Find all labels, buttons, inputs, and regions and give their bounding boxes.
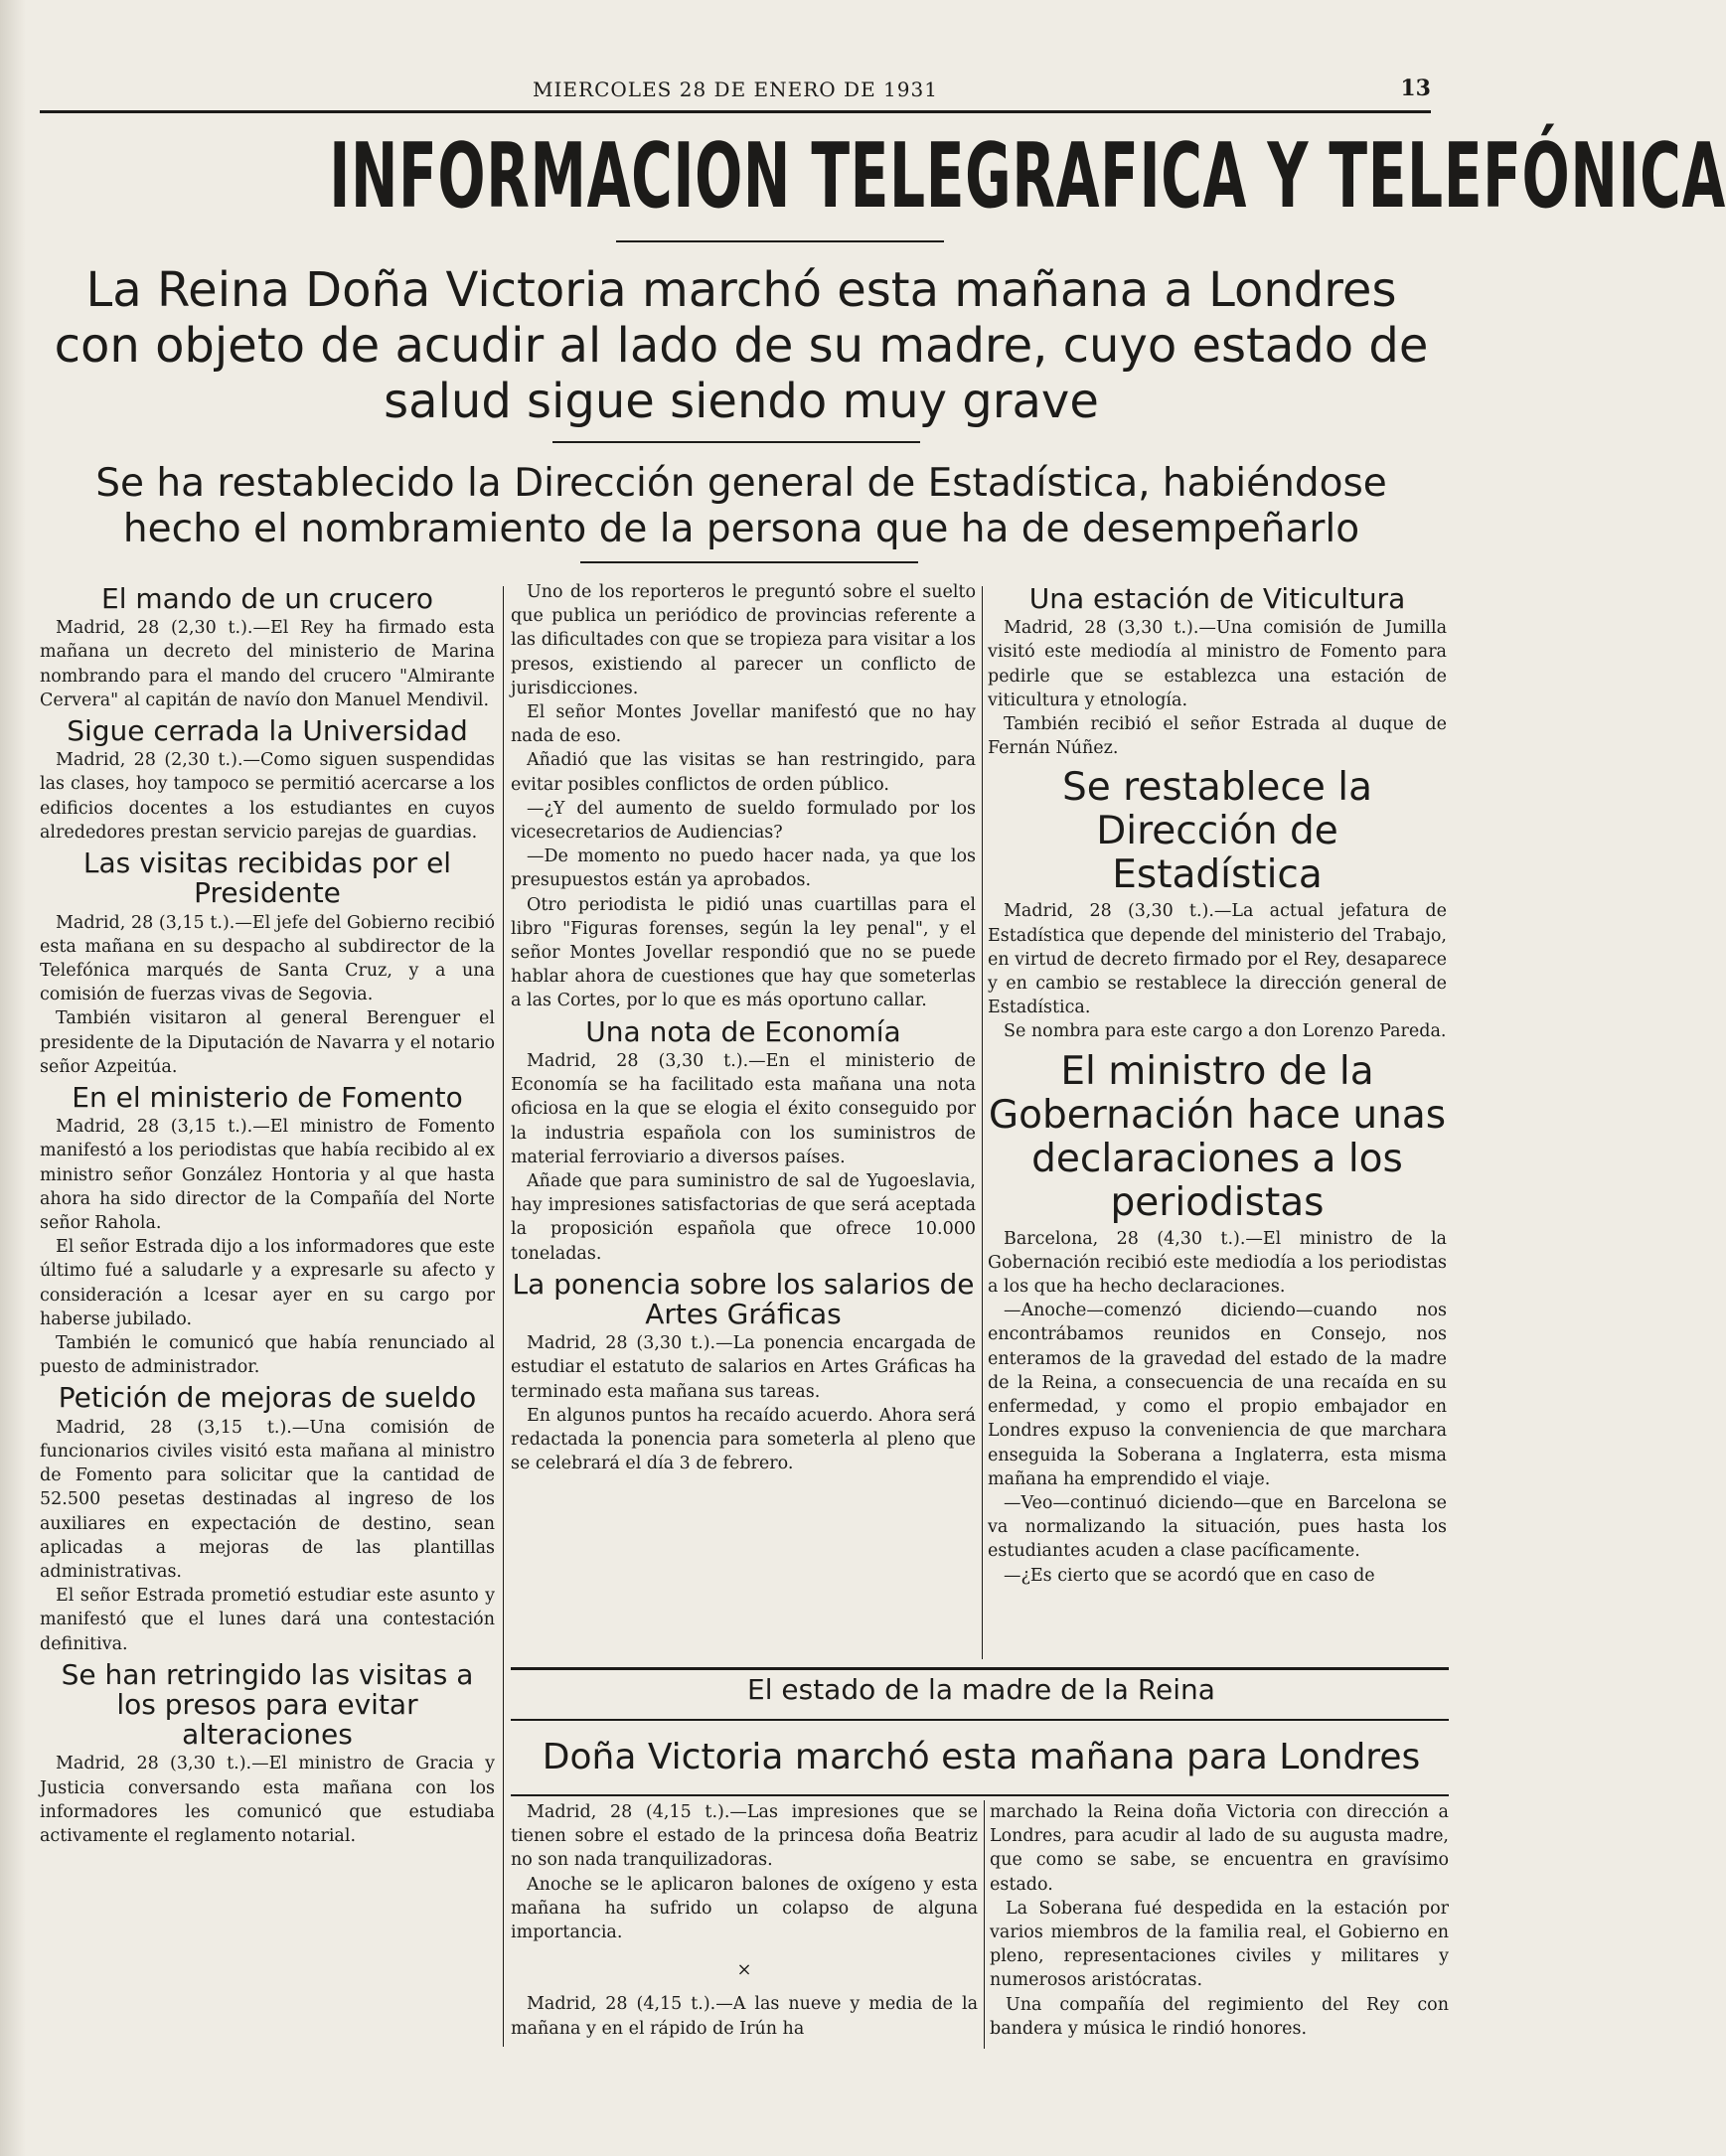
article-paragraph: Añade que para suministro de sal de Yugoeslavia, hay impresiones satisfactorias de que será aceptada la proposición española que ofrece 10.000 toneladas. bbox=[511, 1170, 976, 1264]
article-paragraph: Barcelona, 28 (4,30 t.).—El ministro de la Gobernación recibió este mediodía a los periodistas a los que ha hecho declaraciones. bbox=[988, 1228, 1447, 1298]
article-paragraph: Madrid, 28 (2,30 t.).—El Rey ha firmado esta mañana un decreto del ministerio de Marina nombrando para el mando del crucero "Almirante Cervera" al capitán de navío don Manuel Mendivil. bbox=[40, 618, 495, 710]
column-1 bbox=[40, 580, 495, 1848]
article-paragraph: En algunos puntos ha recaído acuerdo. Ahora será redactada la ponencia para someterla al pleno que se celebrará el día 3 de febrero. bbox=[511, 1405, 976, 1474]
article-paragraph: Añadió que las visitas se han restringido, para evitar posibles conflictos de orden público. bbox=[511, 750, 976, 795]
article-heading: La ponencia sobre los salarios de Artes Gráficas bbox=[512, 1267, 975, 1330]
box-title: El estado de la madre de la Reina bbox=[747, 1673, 1215, 1706]
box-column-divider bbox=[984, 1800, 985, 2049]
article-paragraph: También le comunicó que había renunciado al puesto de administrador. bbox=[40, 1333, 495, 1378]
column-divider bbox=[503, 586, 504, 2047]
box-headline: Doña Victoria marchó esta mañana para Londres bbox=[542, 1737, 1421, 1777]
box-title-rule bbox=[511, 1719, 1449, 1721]
article-paragraph: Madrid, 28 (3,30 t.).—La ponencia encargada de estudiar el estatuto de salarios en Artes Gráficas ha terminado esta mañana sus tareas. bbox=[511, 1333, 976, 1402]
article-paragraph: Madrid, 28 (3,30 t.).—La actual jefatura de Estadística que depende del ministerio del Trabajo, en virtud de decreto firmado por el Rey, desaparece y en cambio se restablece la dirección general de Estadística. bbox=[988, 901, 1447, 1018]
article-paragraph: El señor Estrada dijo a los informadores que este último fué a saludarle y a expresarle su afecto y consideración a lcesar ayer en su cargo por haberse jubilado. bbox=[40, 1237, 495, 1329]
article-heading: Petición de mejoras de sueldo bbox=[58, 1381, 477, 1415]
box-headline-rule bbox=[511, 1794, 1449, 1796]
article-paragraph: Madrid, 28 (3,15 t.).—Una comisión de funcionarios civiles visitó esta mañana al ministro de Fomento para solicitar que la cantidad de 52.500 pesetas destinadas al ingreso de los auxiliares en expectación de destino, sean aplicadas a mejoras de las plantillas administrativas. bbox=[40, 1417, 495, 1582]
second-headline-divider bbox=[580, 561, 918, 563]
column-2 bbox=[511, 580, 976, 1475]
banner-underline bbox=[616, 240, 944, 242]
article-paragraph: El señor Estrada prometió estudiar este asunto y manifestó que el lunes dará una contestación definitiva. bbox=[40, 1586, 495, 1654]
article-paragraph: Madrid, 28 (4,15 t.).—A las nueve y media de la mañana y en el rápido de Irún ha bbox=[511, 1994, 978, 2039]
article-paragraph: —De momento no puedo hacer nada, ya que los presupuestos están ya aprobados. bbox=[511, 847, 976, 891]
box-column-left bbox=[511, 1800, 978, 2041]
article-paragraph: —Anoche—comenzó diciendo—cuando nos encontrábamos reunidos en Consejo, nos enteramos de la gravedad del estado de la madre de la Reina, a consecuencia de una recaída en su enfermedad, y como el propio embajador en Londres expuso la conveniencia de que marchara enseguida la Soberana a Inglaterra, esta misma mañana ha emprendido el viaje. bbox=[988, 1301, 1447, 1489]
top-rule bbox=[40, 110, 1431, 113]
issue-date: MIERCOLES 28 DE ENERO DE 1931 bbox=[533, 77, 938, 101]
main-headline: La Reina Doña Victoria marchó esta mañana a Londres con objeto de acudir al lado de su madre, cuyo estado de salud sigue siendo muy grave bbox=[54, 262, 1429, 429]
article-heading: Las visitas recibidas por el Presidente bbox=[82, 847, 452, 910]
article-paragraph: Madrid, 28 (3,30 t.).—Una comisión de Jumilla visitó este mediodía al ministro de Fomento para pedirle que se establezca una estación de viticultura y etnología. bbox=[988, 618, 1447, 710]
article-paragraph: —Veo—continuó diciendo—que en Barcelona se va normalizando la situación, pues hasta los estudiantes acuden a clase pacíficamente. bbox=[988, 1492, 1447, 1562]
box-top-rule bbox=[511, 1667, 1449, 1670]
article-paragraph: Madrid, 28 (3,15 t.).—El ministro de Fomento manifestó a los periodistas que había recibido al ex ministro señor González Hontoria y al que hasta ahora ha sido director de la Compañía del Norte señor Rahola. bbox=[40, 1117, 495, 1234]
column-3 bbox=[988, 580, 1447, 1588]
article-heading: Sigue cerrada la Universidad bbox=[67, 714, 468, 748]
article-heading: En el ministerio de Fomento bbox=[72, 1080, 463, 1114]
page-left-edge bbox=[0, 0, 26, 2156]
article-heading: El ministro de la Gobernación hace unas declaraciones a los periodistas bbox=[988, 1048, 1447, 1225]
article-paragraph: Madrid, 28 (3,30 t.).—El ministro de Gracia y Justicia conversando esta mañana con los informadores les comunicó que estudiaba activamente el reglamento notarial. bbox=[40, 1754, 495, 1847]
article-paragraph: Madrid, 28 (3,30 t.).—En el ministerio de Economía se ha facilitado esta mañana una nota oficiosa en la que se elogia el éxito conseguido por la industria española con los suministros de material ferroviario a diversos países. bbox=[511, 1050, 976, 1167]
article-paragraph: Madrid, 28 (2,30 t.).—Como siguen suspendidas las clases, hoy tampoco se permitió acercarse a los edificios docentes a los estudiantes en cuyos alrededores prestan servicio parejas de guardias. bbox=[40, 750, 495, 843]
second-headline: Se ha restablecido la Dirección general de Estadística, habiéndose hecho el nombramiento de la persona que ha de desempeñarlo bbox=[95, 461, 1387, 551]
section-banner: INFORMACION TELEGRAFICA Y TELEFÓNICA bbox=[329, 124, 1726, 229]
box-column-right bbox=[990, 1800, 1449, 2041]
article-paragraph: Madrid, 28 (3,15 t.).—El jefe del Gobierno recibió esta mañana en su despacho al subdirector de la Telefónica marqués de Santa Cruz, y a una comisión de fuerzas vivas de Segovia. bbox=[40, 912, 495, 1005]
article-paragraph: Se nombra para este cargo a don Lorenzo Pareda. bbox=[1004, 1021, 1447, 1042]
running-head bbox=[40, 77, 1431, 107]
article-paragraph: Madrid, 28 (4,15 t.).—Las impresiones que se tienen sobre el estado de la princesa doña Beatriz no son nada tranquilizadoras. bbox=[511, 1802, 978, 1871]
article-paragraph: La Soberana fué despedida en la estación por varios miembros de la familia real, el Gobierno en pleno, representaciones civiles y militares y numerosos aristócratas. bbox=[990, 1898, 1449, 1991]
article-paragraph: Uno de los reporteros le preguntó sobre el suelto que publica un periódico de provincias referente a las dificultades con que se tropieza para visitar a los presos, existiendo al parecer un conflicto de jurisdicciones. bbox=[511, 582, 976, 698]
article-heading: El mando de un crucero bbox=[101, 582, 433, 615]
article-paragraph: Anoche se le aplicaron balones de oxígeno y esta mañana ha sufrido un colapso de alguna importancia. bbox=[511, 1874, 978, 1943]
article-paragraph: También recibió el señor Estrada al duque de Fernán Núñez. bbox=[988, 714, 1447, 759]
article-paragraph: Otro periodista le pidió unas cuartillas para el libro "Figuras forenses, según la ley penal", y el señor Montes Jovellar respondió que no se puede hablar ahora de cuestiones que hay que someterlas a las Cortes, por lo que es más oportuno callar. bbox=[511, 894, 976, 1011]
article-paragraph: Una compañía del regimiento del Rey con bandera y música le rindió honores. bbox=[990, 1994, 1449, 2039]
separator-mark: × bbox=[736, 1959, 752, 1981]
article-paragraph: marchado la Reina doña Victoria con dirección a Londres, para acudir al lado de su augusta madre, que como se sabe, se encuentra en gravísimo estado. bbox=[990, 1802, 1449, 1895]
article-heading: Una estación de Viticultura bbox=[1028, 582, 1406, 615]
article-heading: Una nota de Economía bbox=[585, 1014, 901, 1048]
article-heading: Se restablece la Dirección de Estadística bbox=[1062, 765, 1372, 898]
article-paragraph: También visitaron al general Berenguer el presidente de la Diputación de Navarra y el notario señor Azpeitúa. bbox=[40, 1008, 495, 1077]
article-paragraph: El señor Montes Jovellar manifestó que no hay nada de eso. bbox=[511, 702, 976, 747]
page-number: 13 bbox=[1400, 76, 1431, 101]
article-paragraph: —¿Es cierto que se acordó que en caso de bbox=[1004, 1565, 1375, 1586]
article-paragraph: —¿Y del aumento de sueldo formulado por los vicesecretarios de Audiencias? bbox=[511, 798, 976, 844]
column-divider bbox=[982, 586, 983, 1659]
headline-divider bbox=[552, 441, 920, 443]
article-heading: Se han retringido las visitas a los presos para evitar alteraciones bbox=[61, 1657, 474, 1752]
